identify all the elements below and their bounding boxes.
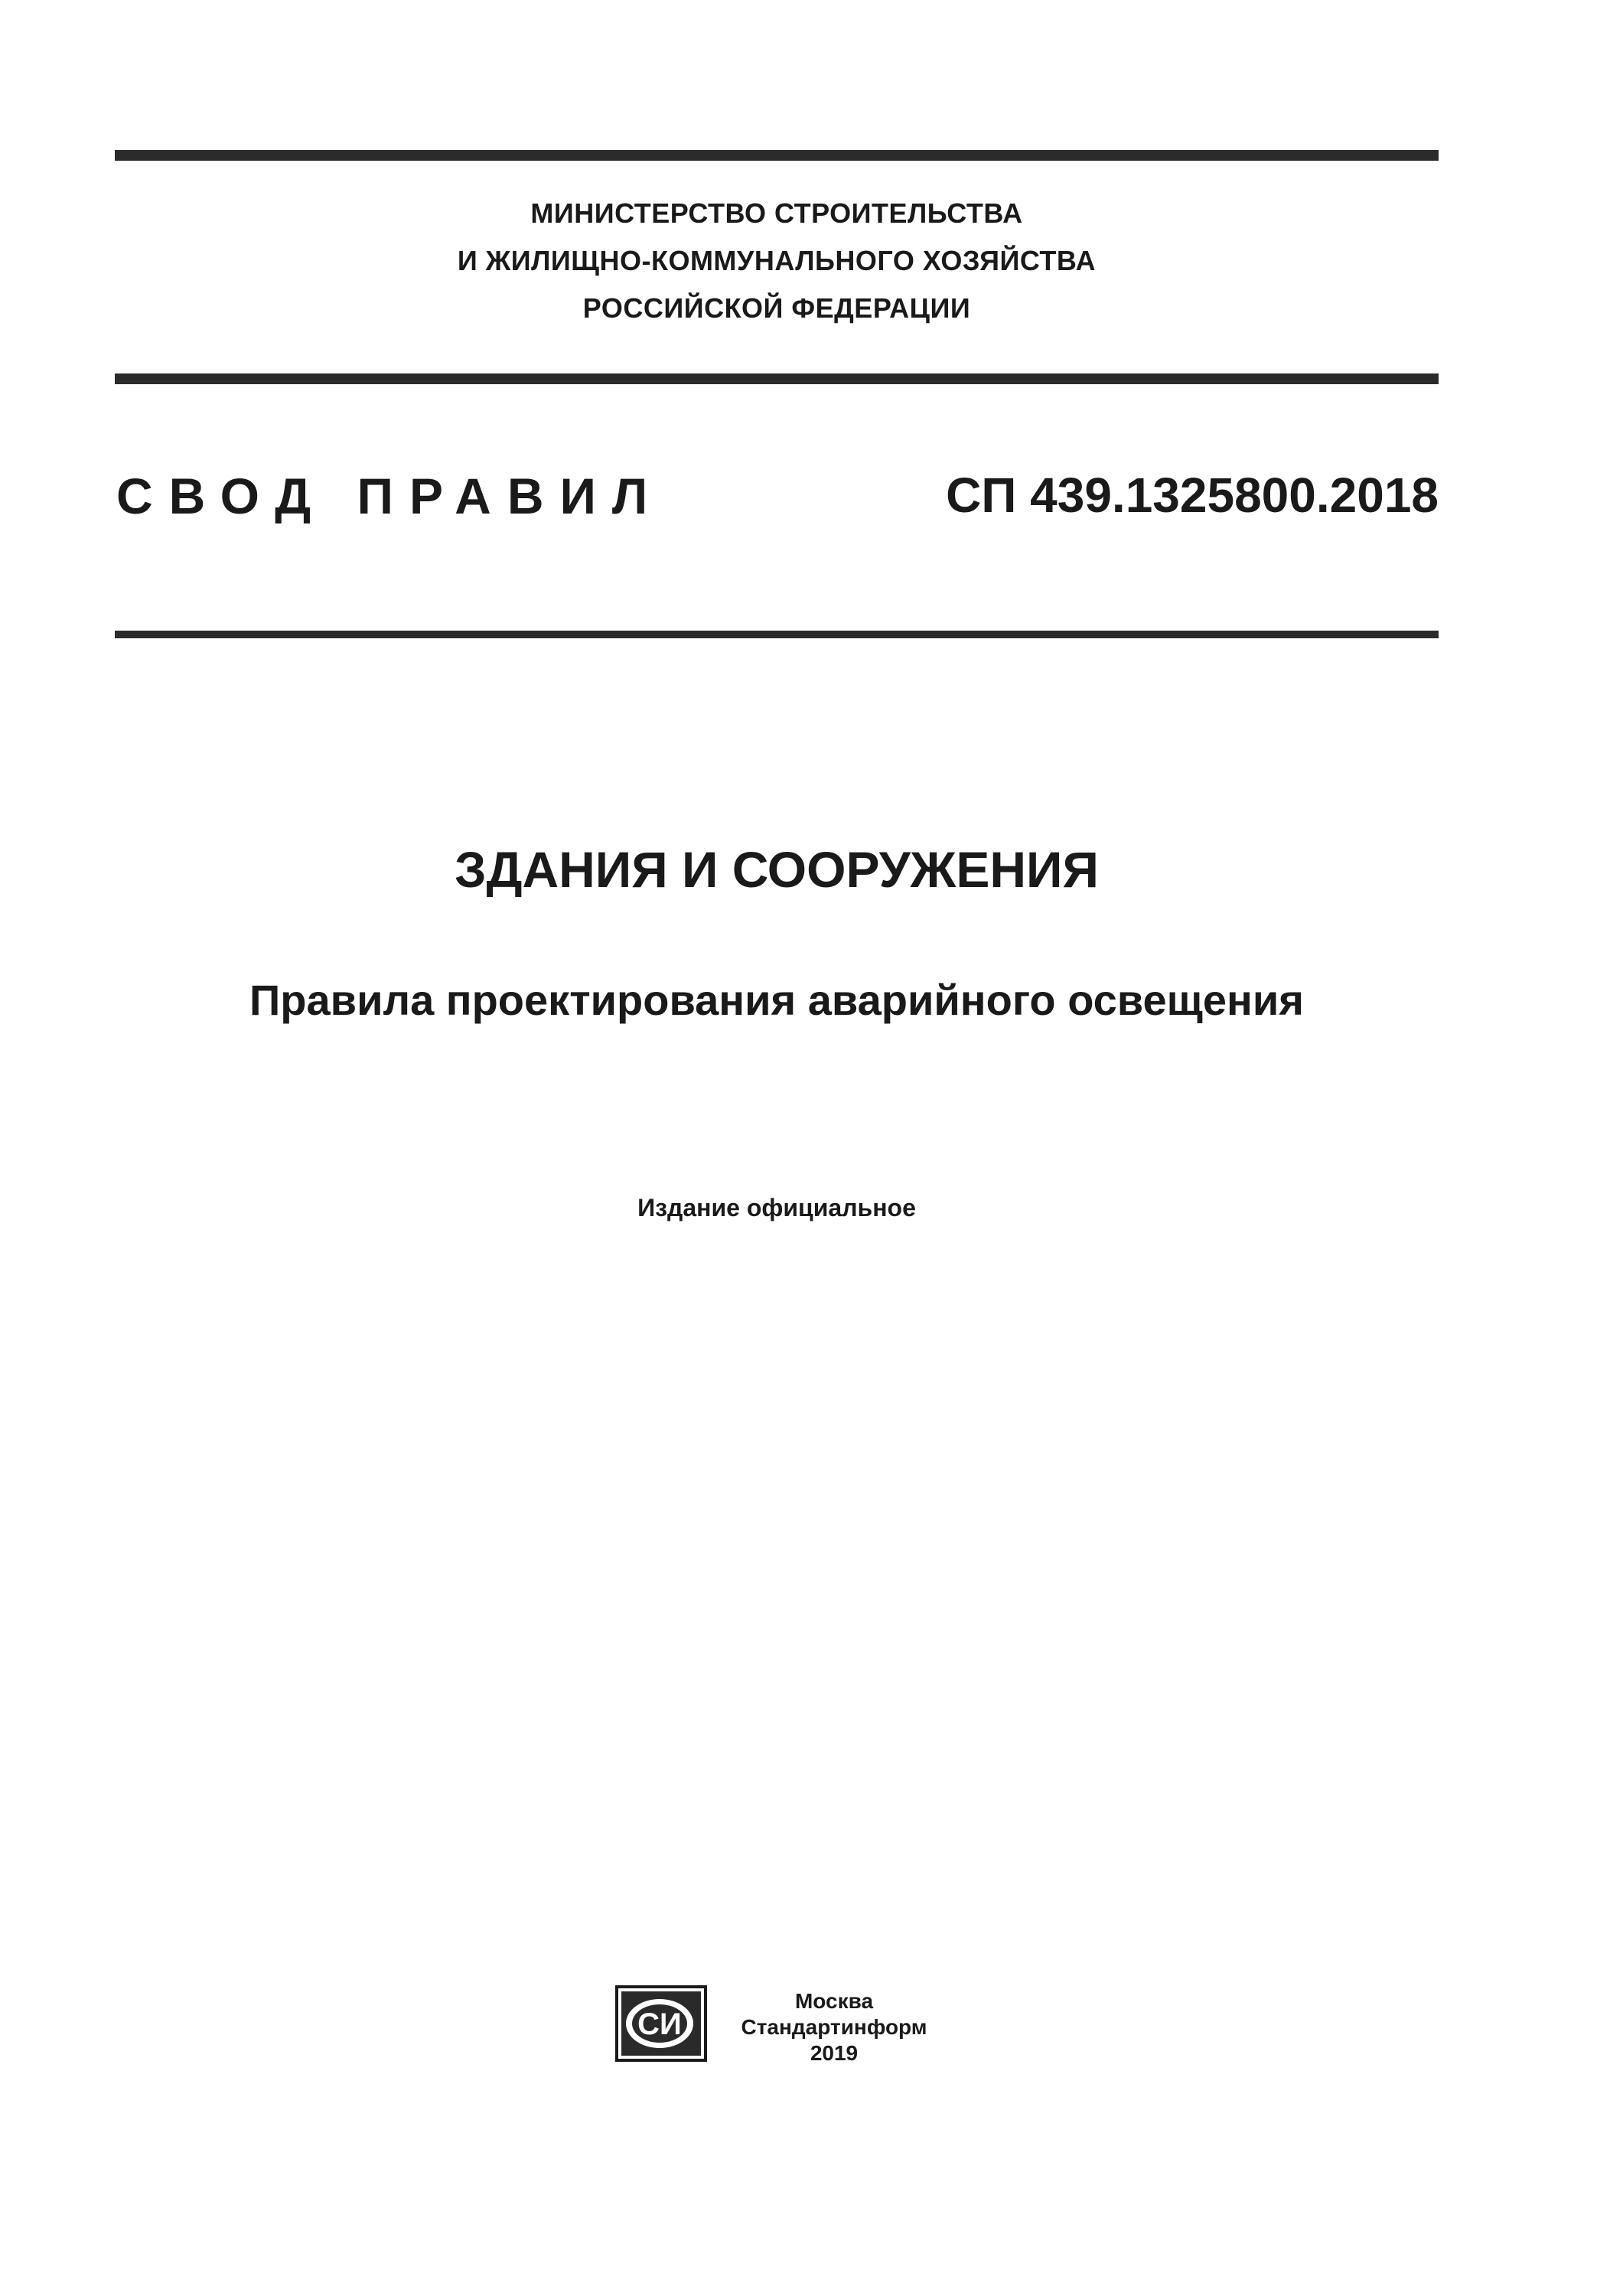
edition-label: Издание официальное: [637, 1194, 916, 1221]
ministry-line-2: И ЖИЛИЩНО-КОММУНАЛЬНОГО ХОЗЯЙСТВА: [457, 245, 1097, 276]
document-subtitle: Правила проектирования аварийного освещения: [249, 976, 1304, 1024]
ministry-block: [115, 190, 1439, 332]
publisher-name: Стандартинформ: [741, 2015, 927, 2039]
bottom-divider: [115, 631, 1439, 638]
ministry-line-3: РОССИЙСКОЙ ФЕДЕРАЦИИ: [582, 292, 971, 324]
top-divider: [115, 150, 1439, 161]
publisher-year: 2019: [810, 2041, 859, 2065]
document-type: СВОД ПРАВИЛ: [116, 468, 664, 524]
middle-divider: [115, 373, 1439, 384]
document-code: СП 439.1325800.2018: [946, 468, 1439, 523]
ministry-line-1: МИНИСТЕРСТВО СТРОИТЕЛЬСТВА: [530, 197, 1023, 229]
document-title: ЗДАНИЯ И СООРУЖЕНИЯ: [455, 841, 1099, 898]
publisher-city: Москва: [794, 1989, 874, 2013]
logo-text: СИ: [637, 2007, 682, 2041]
publisher-block: [719, 1988, 949, 2066]
standartinform-logo-icon: [615, 1985, 707, 2062]
